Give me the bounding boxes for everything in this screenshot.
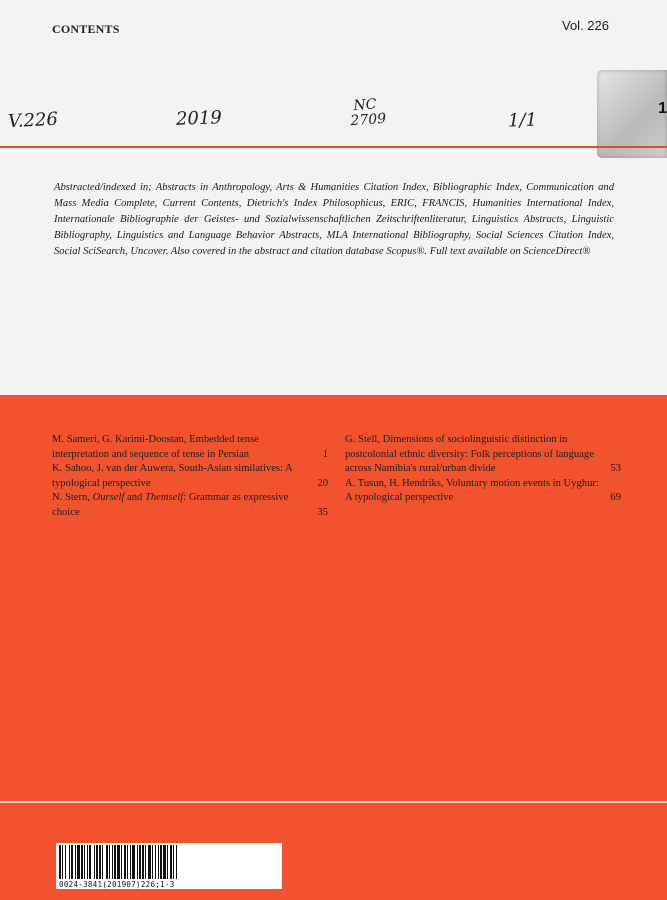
entry-author: N. Stern,	[52, 492, 93, 503]
entry-page: 35	[317, 506, 328, 518]
entry-page: 53	[610, 463, 621, 474]
entry-title: K. Sahoo, J. van der Auwera, South-Asian similatives: A typological perspective	[52, 463, 293, 489]
indexing-statement: Abstracted/indexed in; Abstracts in Anthropology, Arts & Humanities Citation Index, Bibliographic Index, Communication and Mass Media Complete, Current Contents, Dietrich's Index Philosophicus, ERIC, FRANCIS, Humanities International Index, Internationale Bibliographie der Geistes- und Sozialwissenschaftlichen Zeitschriftenliteratur, Linguistics Abstracts, Linguistic Bibliography, Linguistics and Language Behavior Abstracts, MLA International Bibliography, Social Sciences Citation Index, Social SciSearch, Uncover. Also covered in the abstract and citation database Scopus®. Full text available on ScienceDirect®	[54, 182, 614, 257]
barcode-number: 0024-3841(201907)226;1-3	[56, 879, 282, 889]
entry-title: G. Stell, Dimensions of sociolinguistic distinction in postcolonial ethnic diversity: Folk perceptions of language across Namibia's rural/urban divide	[345, 434, 594, 474]
barcode	[56, 843, 282, 889]
entry-title: A. Tusun, H. Hendriks, Voluntary motion events in Uyghur: A typological perspective	[345, 477, 599, 503]
handwritten-volume-note: V.226	[7, 108, 59, 133]
orange-divider-line	[0, 146, 667, 148]
handwritten-issue-note: 1/1	[507, 109, 538, 132]
contents-entry	[52, 433, 328, 462]
entry-page: 1	[322, 448, 328, 460]
contents-entry	[52, 462, 328, 491]
volume-number: Vol. 226	[562, 18, 609, 33]
library-sticker	[597, 70, 667, 158]
contents-entry	[345, 477, 621, 506]
contents-heading: CONTENTS	[52, 22, 120, 36]
entry-title-italic-2: Themself	[144, 492, 184, 503]
entry-title	[52, 491, 328, 520]
handwritten-code-line1: NC	[352, 96, 377, 114]
contents-entry	[345, 433, 621, 477]
contents-right-column	[345, 433, 621, 506]
entry-title-conjunction: and	[124, 492, 145, 503]
contents-left-column	[52, 433, 328, 520]
entry-title: M. Sameri, G. Karimi-Doostan, Embedded tense interpretation and sequence of tense in Persian	[52, 434, 259, 460]
contents-entry	[52, 491, 328, 520]
bottom-divider-line	[0, 801, 667, 803]
entry-page: 20	[317, 477, 328, 489]
entry-title-italic-1: Ourself	[92, 492, 125, 503]
handwritten-year-note: 2019	[175, 107, 223, 130]
handwritten-code-line2: 2709	[349, 110, 387, 130]
barcode-bars	[56, 843, 282, 879]
barcode-bar	[177, 845, 178, 879]
sticker-label: 1	[658, 100, 667, 117]
entry-title-rest: : Grammar as expressive choice	[52, 492, 289, 518]
handwritten-code-note	[349, 97, 387, 129]
entry-page: 69	[610, 492, 621, 503]
